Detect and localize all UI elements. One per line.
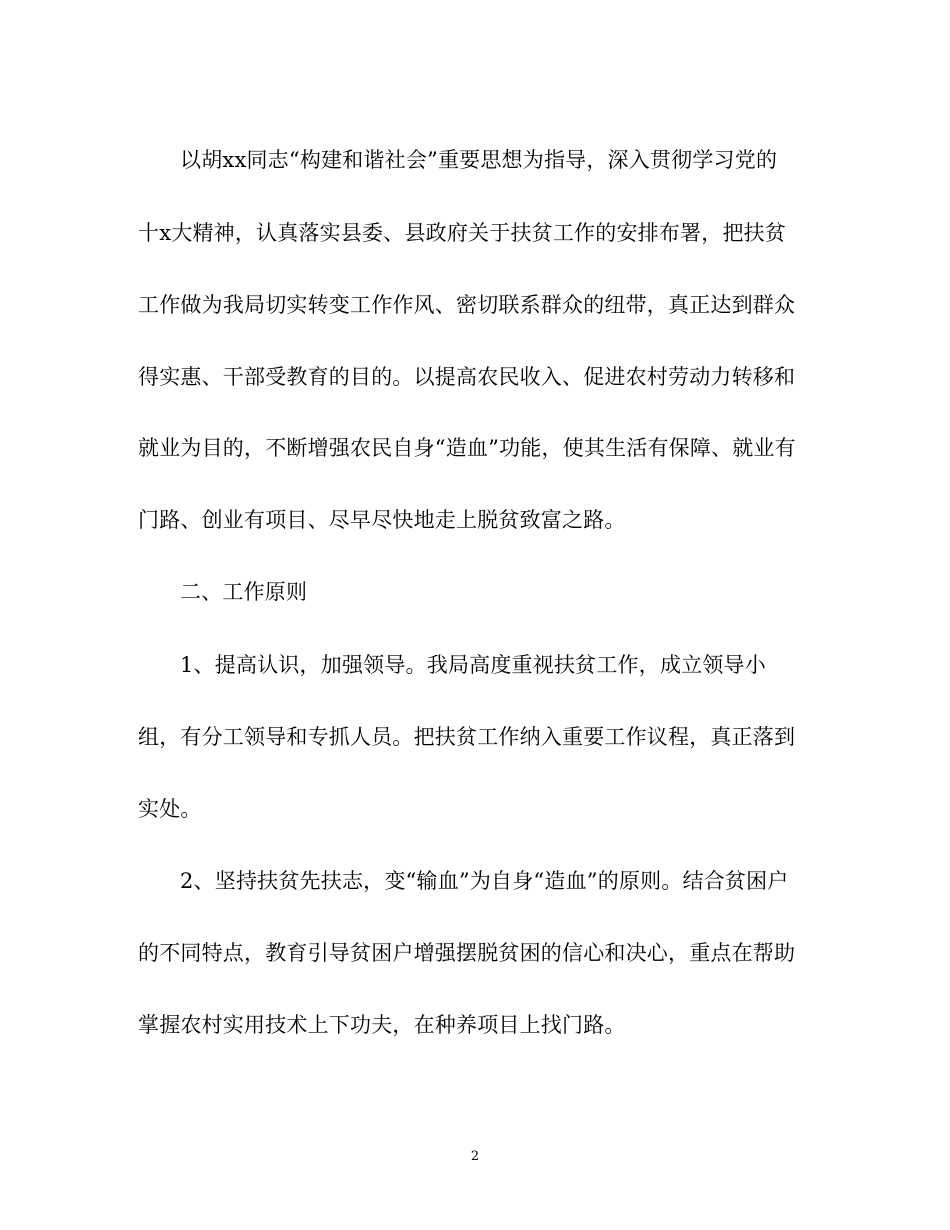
paragraph-line: 就业为目的，不断增强农民自身“造血”功能，使其生活有保障、就业有: [138, 436, 796, 460]
paragraph-line: 实处。: [138, 797, 202, 821]
paragraph-line: 十x大精神，认真落实县委、县政府关于扶贫工作的安排布署，把扶贫: [138, 221, 787, 245]
paragraph-line: 1、提高认识，加强领导。我局高度重视扶贫工作，成立领导小: [180, 653, 766, 677]
paragraph-line: 掌握农村实用技术上下功夫，在种养项目上找门路。: [138, 1013, 626, 1037]
paragraph-line: 工作做为我局切实转变工作作风、密切联系群众的纽带，真正达到群众: [138, 293, 796, 317]
section-heading: 二、工作原则: [180, 580, 308, 604]
paragraph-line: 门路、创业有项目、尽早尽快地走上脱贫致富之路。: [138, 508, 626, 532]
paragraph-line: 组，有分工领导和专抓人员。把扶贫工作纳入重要工作议程，真正落到: [138, 725, 796, 749]
paragraph-line: 得实惠、干部受教育的目的。以提高农民收入、促进农村劳动力转移和: [138, 365, 796, 389]
paragraph-line: 的不同特点，教育引导贫困户增强摆脱贫困的信心和决心，重点在帮助: [138, 941, 796, 965]
paragraph-line: 以胡xx同志“构建和谐社会”重要思想为指导，深入贯彻学习党的: [180, 148, 778, 172]
paragraph-line: 2、坚持扶贫先扶志，变“输血”为自身“造血”的原则。结合贫困户: [180, 869, 789, 893]
page-number: 2: [470, 1149, 480, 1164]
